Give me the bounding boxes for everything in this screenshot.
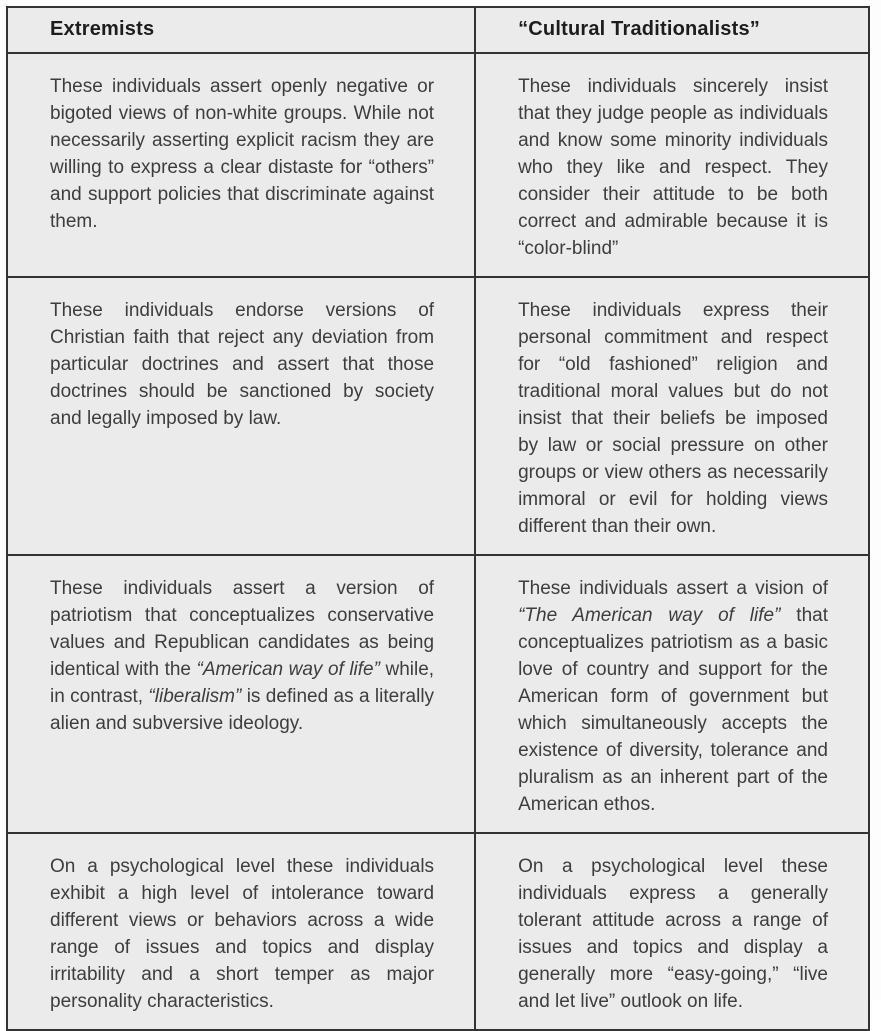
- header-cultural-traditionalists: “Cultural Traditionalists”: [475, 7, 869, 53]
- cell-row4-extremists: On a psychological level these individuals exhibit a high level of intolerance toward different views or behaviors across a wide range of issues and topics and display irritability and a short temper as major personality characteristics.: [7, 833, 475, 1030]
- cell-row2-cultural-traditionalists: These individuals express their personal commitment and respect for “old fashioned” religion and traditional moral values but do not insist that their beliefs be imposed by law or social pressure on other groups or view others as necessarily immoral or evil for holding views different than their own.: [475, 277, 869, 555]
- comparison-table: [6, 6, 870, 1031]
- cell-row4-cultural-traditionalists: On a psychological level these individuals express a generally tolerant attitude across a range of issues and topics and display a generally more “easy-going,” “live and let live” outlook on life.: [475, 833, 869, 1030]
- table-row: [7, 555, 869, 833]
- table-row: [7, 53, 869, 277]
- cell-row2-extremists: These individuals endorse versions of Christian faith that reject any deviation from particular doctrines and assert that those doctrines should be sanctioned by society and legally imposed by law.: [7, 277, 475, 555]
- table-row: [7, 277, 869, 555]
- cell-row3-extremists: These individuals assert a version of patriotism that conceptualizes conservative values and Republican candidates as being identical with the “American way of life” while, in contrast, “liberalism” is defined as a literally alien and subversive ideology.: [7, 555, 475, 833]
- cell-row1-extremists: These individuals assert openly negative or bigoted views of non-white groups. While not necessarily asserting explicit racism they are willing to express a clear distaste for “others” and support policies that discriminate against them.: [7, 53, 475, 277]
- cell-row1-cultural-traditionalists: These individuals sincerely insist that they judge people as individuals and know some minority individuals who they like and respect. They consider their attitude to be both correct and admirable because it is “color-blind”: [475, 53, 869, 277]
- cell-row3-cultural-traditionalists: These individuals assert a vision of “The American way of life” that conceptualizes patriotism as a basic love of country and support for the American form of government but which simultaneously accepts the existence of diversity, tolerance and pluralism as an inherent part of the American ethos.: [475, 555, 869, 833]
- table-row: [7, 833, 869, 1030]
- table-header-row: [7, 7, 869, 53]
- header-extremists: Extremists: [7, 7, 475, 53]
